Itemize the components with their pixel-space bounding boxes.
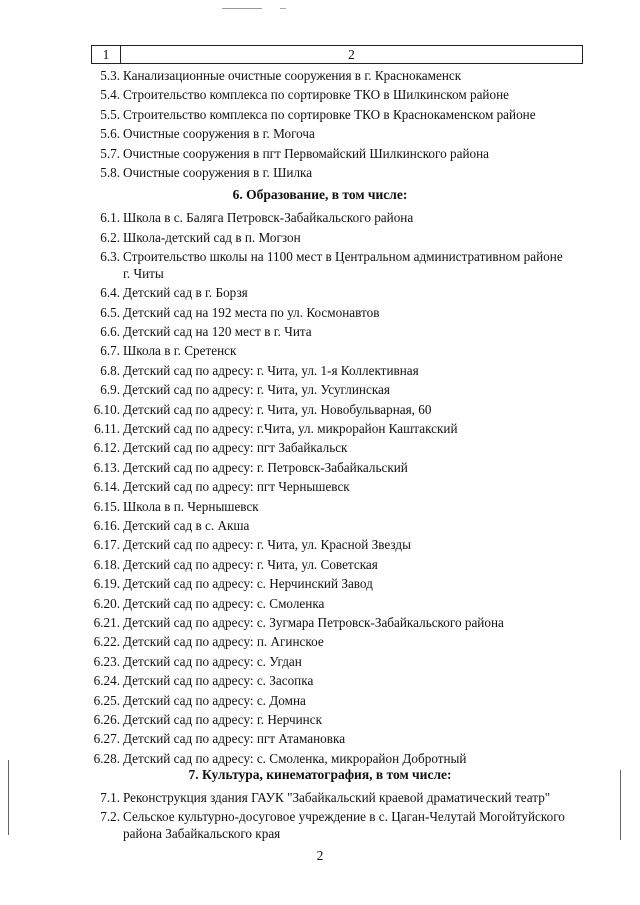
item-number: 6.5. <box>100 304 120 320</box>
item-number: 6.22. <box>93 634 120 650</box>
item-text: Строительство комплекса по сортировке ТКО в Шилкинском районе <box>123 87 509 103</box>
item-text: Канализационные очистные сооружения в г. Краснокаменск <box>123 68 462 83</box>
item-number: 6.18. <box>93 556 120 572</box>
item-text: Строительство комплекса по сортировке ТКО в Краснокаменском районе <box>123 106 536 122</box>
item-number: 6.16. <box>93 518 120 533</box>
item-number: 6.14. <box>93 479 120 495</box>
item-text: Детский сад по адресу: с. Смоленка <box>123 595 325 611</box>
item-number: 6.26. <box>93 712 120 727</box>
item-text: Детский сад по адресу: г. Петровск-Забайкальский <box>123 459 408 475</box>
item-text: Детский сад по адресу: с. Смоленка, микрорайон Добротный <box>123 750 467 766</box>
section-title: 7. Культура, кинематография, в том числе: <box>188 767 452 782</box>
item-text: Детский сад по адресу: г. Чита, ул. Новобульварная, 60 <box>123 401 432 417</box>
item-number: 6.12. <box>93 440 120 456</box>
item-number: 6.21. <box>93 615 120 630</box>
item-number: 6.3. <box>100 249 120 265</box>
item-text: Детский сад по адресу: г.Чита, ул. микрорайон Каштакский <box>123 421 458 436</box>
page-number: 2 <box>316 848 324 863</box>
item-text: Реконструкция здания ГАУК "Забайкальский краевой драматический театр" <box>123 790 551 805</box>
item-number: 5.6. <box>100 126 120 142</box>
item-text: Школа-детский сад в п. Могзон <box>123 229 301 245</box>
item-text: Детский сад в г. Борзя <box>123 285 248 301</box>
item-text: Детский сад по адресу: с. Домна <box>123 692 306 708</box>
item-text: Школа в п. Чернышевск <box>123 498 259 514</box>
item-number: 6.6. <box>100 324 120 339</box>
item-text: Детский сад по адресу: с. Нерчинский Завод <box>123 576 373 592</box>
item-number: 6.13. <box>93 459 120 475</box>
item-text: Школа в г. Сретенск <box>123 343 237 359</box>
section-title: 6. Образование, в том числе: <box>232 187 408 203</box>
item-number: 5.5. <box>100 106 120 122</box>
item-text: Детский сад по адресу: с. Зугмара Петровск-Забайкальского района <box>123 615 504 630</box>
item-text-continuation: района Забайкальского края <box>123 826 281 842</box>
scan-artifact-line <box>222 8 262 9</box>
item-number: 7.2. <box>100 809 120 825</box>
item-number: 6.17. <box>93 537 120 553</box>
item-number: 7.1. <box>100 790 120 805</box>
item-number: 6.10. <box>93 401 120 417</box>
item-text: Детский сад по адресу: с. Засопка <box>123 673 314 689</box>
header-column-1: 1 <box>92 46 121 63</box>
item-number: 6.24. <box>93 673 120 689</box>
item-text: Детский сад по адресу: г. Чита, ул. Советская <box>123 556 378 572</box>
item-text: Детский сад по адресу: г. Чита, ул. 1-я Коллективная <box>123 362 419 378</box>
item-number: 6.11. <box>94 421 120 436</box>
item-text-continuation: г. Читы <box>123 266 164 282</box>
item-text: Детский сад по адресу: г. Чита, ул. Усуглинская <box>123 382 390 398</box>
item-number: 6.4. <box>100 285 120 301</box>
item-number: 6.9. <box>100 382 120 398</box>
scan-artifact-line <box>280 8 286 9</box>
item-number: 6.25. <box>93 692 120 708</box>
item-number: 5.4. <box>100 87 120 103</box>
item-number: 6.1. <box>100 210 120 226</box>
item-text: Детский сад по адресу: пгт Чернышевск <box>123 479 350 495</box>
header-column-2: 2 <box>348 47 355 62</box>
item-number: 6.27. <box>93 731 120 747</box>
item-text: Строительство школы на 1100 мест в Центральном административном районе <box>123 249 563 265</box>
item-number: 6.15. <box>93 498 120 514</box>
item-number: 5.3. <box>100 68 120 83</box>
item-text: Детский сад по адресу: п. Агинское <box>123 634 324 650</box>
item-text: Очистные сооружения в г. Шилка <box>123 165 313 180</box>
item-number: 6.8. <box>100 362 120 378</box>
item-text: Детский сад по адресу: с. Угдан <box>123 653 302 669</box>
item-text: Детский сад на 120 мест в г. Чита <box>123 324 312 339</box>
item-number: 6.2. <box>100 229 120 245</box>
item-text: Детский сад в с. Акша <box>123 518 250 533</box>
item-text: Сельское культурно-досуговое учреждение в с. Цаган-Челутай Могойтуйского <box>123 809 565 825</box>
item-text: Детский сад по адресу: г. Чита, ул. Красной Звезды <box>123 537 411 553</box>
item-text: Детский сад по адресу: пгт Забайкальск <box>123 440 348 456</box>
item-number: 6.28. <box>93 750 120 766</box>
item-number: 5.8. <box>100 165 120 180</box>
item-text: Детский сад по адресу: г. Нерчинск <box>123 712 322 727</box>
item-text: Школа в с. Баляга Петровск-Забайкальского района <box>123 210 414 226</box>
item-number: 6.20. <box>93 595 120 611</box>
item-text: Детский сад по адресу: пгт Атамановка <box>123 731 346 747</box>
item-number: 6.19. <box>93 576 120 592</box>
table-header <box>91 45 583 64</box>
item-number: 6.23. <box>93 653 120 669</box>
item-text: Детский сад на 192 места по ул. Космонавтов <box>123 304 380 320</box>
item-number: 5.7. <box>100 145 120 161</box>
item-text: Очистные сооружения в пгт Первомайский Шилкинского района <box>123 145 490 161</box>
item-number: 6.7. <box>100 343 120 359</box>
item-text: Очистные сооружения в г. Могоча <box>123 126 315 142</box>
